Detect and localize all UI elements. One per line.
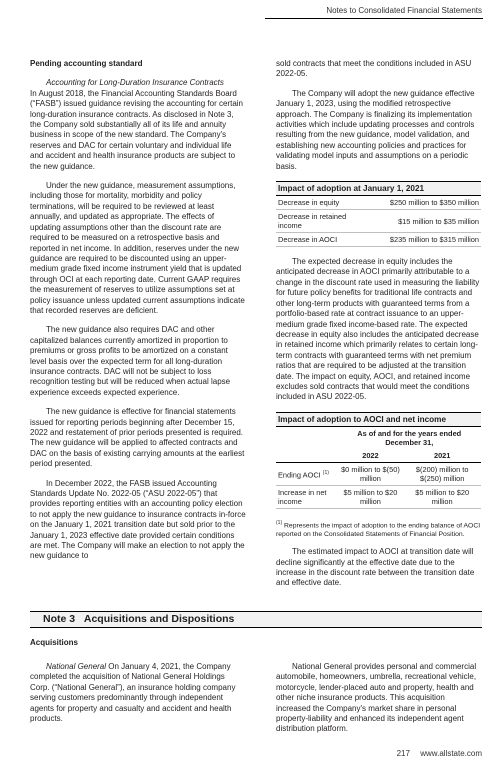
aoci-table-title: Impact of adoption to AOCI and net income xyxy=(276,412,481,427)
aoci-net-income-table xyxy=(276,412,481,509)
year-header-2021: 2021 xyxy=(403,449,481,463)
ldti-title: Accounting for Long-Duration Insurance Contracts xyxy=(46,78,224,88)
national-general-paragraph: National General provides personal and commercial automobile, homeowners, umbrella, recreational vehicle, motorcycle, lender-placed auto and property, health and other niche insurance products. This acquisition increased the Company's market share in personal property-liability and enhanced its independent agent distribution platform. xyxy=(276,662,477,734)
row-value: $250 million to $350 million xyxy=(350,196,481,210)
ldti-text-1: In August 2018, the Financial Accounting Standards Board (“FASB”) issued guidance revising the accounting for certain long-duration insurance contracts. As disclosed in Note 3, the Company sold substantially all of its life and annuity business in scope of the new standard. The Company's reserves and DAC for certain voluntary and individual life and accident and health insurance products are subject to the new guidance. xyxy=(30,88,243,171)
table-footnote xyxy=(276,519,481,539)
row-label: Decrease in AOCI xyxy=(276,233,350,247)
row-label: Decrease in retained income xyxy=(276,210,350,233)
table-header-row xyxy=(276,449,481,463)
page-number: 217 xyxy=(396,749,410,758)
national-general-title: National General xyxy=(46,662,107,671)
header-rule xyxy=(265,18,483,19)
left-column xyxy=(30,59,246,571)
right-paragraph-4: The estimated impact to AOCI at transition date will decline significantly at the effective date due to the increase in the discount rate between the transition date and effective date. xyxy=(276,547,475,588)
right-column xyxy=(276,59,481,598)
cell-2021: $5 million to $20 million xyxy=(403,485,481,508)
row-label: Ending AOCI $^{(1)}$ xyxy=(276,462,338,485)
row-label: Increase in net income xyxy=(276,485,338,508)
adoption-impact-table xyxy=(276,181,481,247)
acquisitions-heading: Acquisitions xyxy=(30,638,79,647)
acquisition-left-column xyxy=(30,662,246,724)
running-header: Notes to Consolidated Financial Statements xyxy=(326,6,482,15)
row-label: Decrease in equity xyxy=(276,196,350,210)
page-footer xyxy=(397,749,482,758)
footnote-marker: (1) xyxy=(276,519,283,526)
acquisition-paragraph xyxy=(30,662,246,724)
ldti-paragraph-3: The new guidance also requires DAC and other capitalized balances currently amortized in proportion to premiums or gross profits to be amortized on a constant level basis over the expected term for all long-duration insurance contracts. DAC will not be subject to loss recognition testing but will be reduced when actual lapse experience exceeds expected experience. xyxy=(30,325,231,397)
note-3-title: Note 3 Acquisitions and Dispositions xyxy=(43,613,235,625)
right-paragraph-3: The expected decrease in equity includes the anticipated decrease in AOCI primarily attributable to a change in the discount rate used in measuring the liability for future policy benefits for traditional life contracts and other long-term products with guaranteed terms from a portfolio-based rate at contract issuance to an upper-medium grade fixed income-based rate. The expected decrease in equity also includes the anticipated decrease in retained income which primarily relates to certain long-term contracts with guaranteed terms with net premium ratios that are required to be adjusted at the transition date. The impact on equity, AOCI, and retained income excludes sold contracts that would meet the conditions included in ASU 2022-05. xyxy=(276,257,480,402)
row-value: $15 million to $35 million xyxy=(350,210,481,233)
year-header-2022: 2022 xyxy=(338,449,404,463)
right-paragraph-1: sold contracts that meet the conditions included in ASU 2022-05. xyxy=(276,59,472,79)
row-value: $235 million to $315 million xyxy=(350,233,481,247)
table-row xyxy=(276,210,481,233)
cell-2022: $5 million to $20 million xyxy=(338,485,404,508)
ldti-paragraph-1 xyxy=(30,78,246,172)
table-row xyxy=(276,485,481,508)
table-header-row xyxy=(276,427,481,449)
footnote-ref: (1) xyxy=(322,469,329,476)
period-header: As of and for the years ended December 31, xyxy=(357,428,462,447)
ldti-paragraph-2: Under the new guidance, measurement assumptions, including those for mortality, morbidity and policy terminations, will be required to be reviewed at least annually, and updated as appropriate. The effects of updating assumptions other than the discount rate are required to be measured on a retrospective basis and reported in net income. In addition, reserves under the new guidance are required to be discounted using an upper-medium grade fixed income instrument yield that is updated through OCI at each reporting date. Current GAAP requires the measurement of reserves to utilize assumptions set at policy issuance unless updated current assumptions indicate that recorded reserves are deficient. xyxy=(30,181,245,315)
cell-2021: $(200) million to $(250) million xyxy=(403,462,481,485)
website-link[interactable]: www.allstate.com xyxy=(420,749,482,758)
pending-standard-heading: Pending accounting standard xyxy=(30,59,143,68)
right-paragraph-2: The Company will adopt the new guidance effective January 1, 2023, using the modified retrospective approach. The Company is finalizing its implementation activities which include updating processes and controls resulting from the new guidance, model validation, and establishing new accounting policies and practices for validating model inputs and assumptions on a periodic basis. xyxy=(276,88,475,171)
adoption-impact-table-title: Impact of adoption at January 1, 2021 xyxy=(276,181,481,196)
ldti-paragraph-4: The new guidance is effective for financial statements issued for reporting periods beginning after December 15, 2022 and restatement of prior periods presented is required. The new guidance will be applied to affected contracts and DAC on the basis of existing carrying amounts at the earliest period presented. xyxy=(30,407,245,469)
acquisition-right-column xyxy=(276,662,481,735)
cell-2022: $0 million to $(50) million xyxy=(338,462,404,485)
footnote-text: Represents the impact of adoption to the ending balance of AOCI reported on the Consolidated Statements of Financial Position. xyxy=(276,522,481,538)
table-row xyxy=(276,233,481,247)
table-row xyxy=(276,462,481,485)
table-row xyxy=(276,196,481,210)
acquisition-text: On January 4, 2021, the Company completed the acquisition of National General Holdings Corp. (“National General”), an insurance holding company serving customers predominantly through independent agents for property and casualty and accident and health products. xyxy=(30,662,236,724)
note-3-header xyxy=(30,611,482,628)
ldti-paragraph-5: In December 2022, the FASB issued Accounting Standards Update No. 2022-05 (“ASU 2022-05”) that provides reporting entities with an accounting policy election to not apply the new guidance to insurance contracts in-force on the January 1, 2021 transition date but sold prior to the January 1, 2023 effective date provided certain conditions are met. The Company will make an election to not apply the new guidance to xyxy=(30,478,246,561)
